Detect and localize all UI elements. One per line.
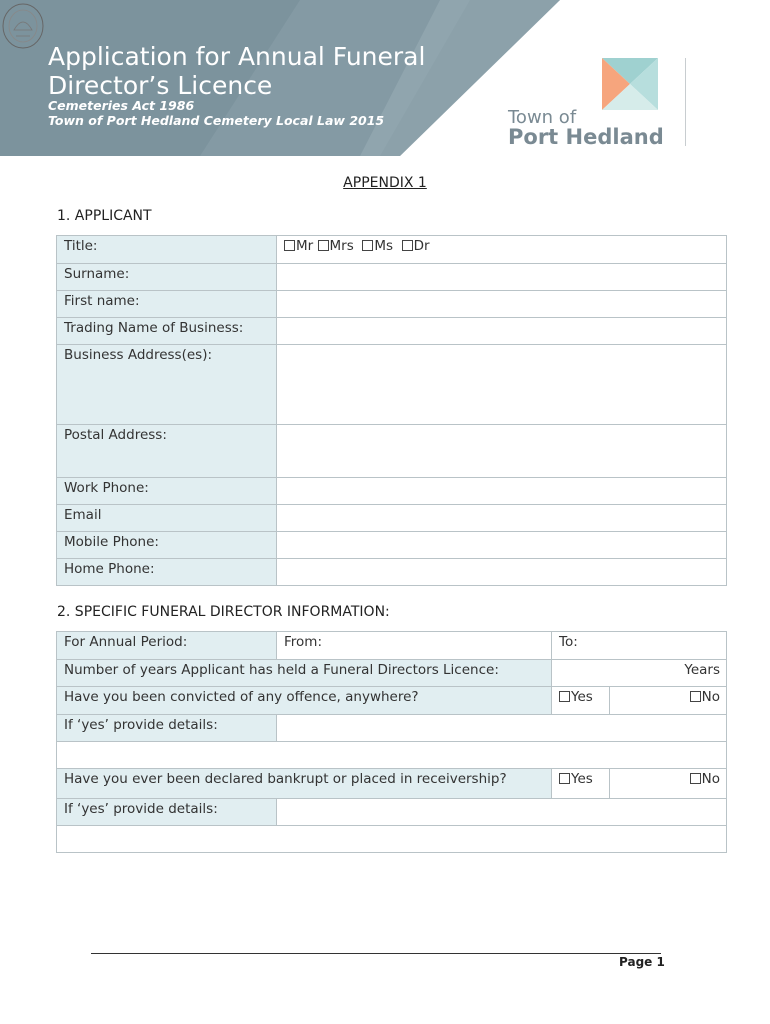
checkbox-icon bbox=[559, 691, 570, 702]
business-address-field[interactable] bbox=[277, 345, 727, 425]
section-funeral-director-title: 2. SPECIFIC FUNERAL DIRECTOR INFORMATION: bbox=[57, 604, 390, 620]
checkbox-icon bbox=[690, 773, 701, 784]
title-ms-checkbox[interactable]: Ms bbox=[362, 238, 393, 254]
to-label: To: bbox=[559, 634, 578, 650]
bankrupt-details-field[interactable] bbox=[277, 799, 727, 826]
postal-address-field[interactable] bbox=[277, 425, 727, 478]
table-row bbox=[57, 291, 727, 318]
checkbox-icon bbox=[402, 240, 413, 251]
page-number: Page 1 bbox=[619, 955, 665, 969]
table-row bbox=[57, 264, 727, 291]
email-field[interactable] bbox=[277, 505, 727, 532]
table-row bbox=[57, 687, 727, 715]
email-label: Email bbox=[57, 505, 277, 532]
table-row bbox=[57, 799, 727, 826]
logo-divider bbox=[685, 58, 686, 146]
convicted-details-label: If ‘yes’ provide details: bbox=[57, 715, 277, 742]
convicted-details-field[interactable] bbox=[277, 715, 727, 742]
table-row bbox=[57, 660, 727, 687]
surname-label: Surname: bbox=[57, 264, 277, 291]
document-title: Application for Annual Funeral Director’s Licence bbox=[48, 42, 426, 100]
years-held-label: Number of years Applicant has held a Funeral Directors Licence: bbox=[57, 660, 552, 687]
surname-field[interactable] bbox=[277, 264, 727, 291]
table-row bbox=[57, 425, 727, 478]
funeral-director-table bbox=[56, 631, 727, 853]
from-field[interactable] bbox=[277, 632, 552, 660]
bankrupt-question: Have you ever been declared bankrupt or placed in receivership? bbox=[57, 769, 552, 799]
home-phone-label: Home Phone: bbox=[57, 559, 277, 586]
title-mr-checkbox[interactable]: Mr bbox=[284, 238, 313, 254]
bankrupt-no-checkbox[interactable]: No bbox=[610, 769, 727, 799]
mobile-phone-label: Mobile Phone: bbox=[57, 532, 277, 559]
crest-icon bbox=[0, 0, 46, 52]
table-row bbox=[57, 345, 727, 425]
footer-divider bbox=[91, 953, 661, 954]
table-row bbox=[57, 742, 727, 769]
bankrupt-details-label: If ‘yes’ provide details: bbox=[57, 799, 277, 826]
document-header bbox=[0, 0, 770, 156]
title-mrs-checkbox[interactable]: Mrs bbox=[318, 238, 354, 254]
years-held-field[interactable] bbox=[552, 660, 727, 687]
title-dr-checkbox[interactable]: Dr bbox=[402, 238, 430, 254]
table-row bbox=[57, 715, 727, 742]
trading-name-label: Trading Name of Business: bbox=[57, 318, 277, 345]
home-phone-field[interactable] bbox=[277, 559, 727, 586]
table-row bbox=[57, 478, 727, 505]
convicted-no-checkbox[interactable]: No bbox=[610, 687, 727, 715]
mobile-phone-field[interactable] bbox=[277, 532, 727, 559]
checkbox-icon bbox=[690, 691, 701, 702]
section-applicant-title: 1. APPLICANT bbox=[57, 208, 152, 224]
title-label: Title: bbox=[57, 236, 277, 264]
table-row bbox=[57, 318, 727, 345]
table-row bbox=[57, 505, 727, 532]
years-unit: Years bbox=[684, 662, 721, 678]
convicted-question: Have you been convicted of any offence, anywhere? bbox=[57, 687, 552, 715]
logo-text-town-of: Town of bbox=[508, 107, 577, 128]
table-row bbox=[57, 236, 727, 264]
first-name-label: First name: bbox=[57, 291, 277, 318]
to-field[interactable] bbox=[552, 632, 727, 660]
convicted-yes-checkbox[interactable]: Yes bbox=[552, 687, 610, 715]
document-subtitle: Cemeteries Act 1986 Town of Port Hedland Cemetery Local Law 2015 bbox=[48, 98, 385, 128]
business-address-label: Business Address(es): bbox=[57, 345, 277, 425]
table-row bbox=[57, 769, 727, 799]
table-row bbox=[57, 559, 727, 586]
first-name-field[interactable] bbox=[277, 291, 727, 318]
work-phone-label: Work Phone: bbox=[57, 478, 277, 505]
bankrupt-details-extra-field[interactable] bbox=[57, 826, 727, 853]
title-options bbox=[277, 236, 727, 264]
convicted-details-extra-field[interactable] bbox=[57, 742, 727, 769]
appendix-heading: APPENDIX 1 bbox=[343, 175, 427, 191]
table-row bbox=[57, 532, 727, 559]
checkbox-icon bbox=[318, 240, 329, 251]
postal-address-label: Postal Address: bbox=[57, 425, 277, 478]
table-row bbox=[57, 632, 727, 660]
table-row bbox=[57, 826, 727, 853]
from-label: From: bbox=[284, 634, 322, 650]
applicant-table bbox=[56, 235, 727, 586]
annual-period-label: For Annual Period: bbox=[57, 632, 277, 660]
checkbox-icon bbox=[284, 240, 295, 251]
logo-text-port-hedland: Port Hedland bbox=[508, 125, 664, 149]
work-phone-field[interactable] bbox=[277, 478, 727, 505]
trading-name-field[interactable] bbox=[277, 318, 727, 345]
checkbox-icon bbox=[559, 773, 570, 784]
bankrupt-yes-checkbox[interactable]: Yes bbox=[552, 769, 610, 799]
checkbox-icon bbox=[362, 240, 373, 251]
